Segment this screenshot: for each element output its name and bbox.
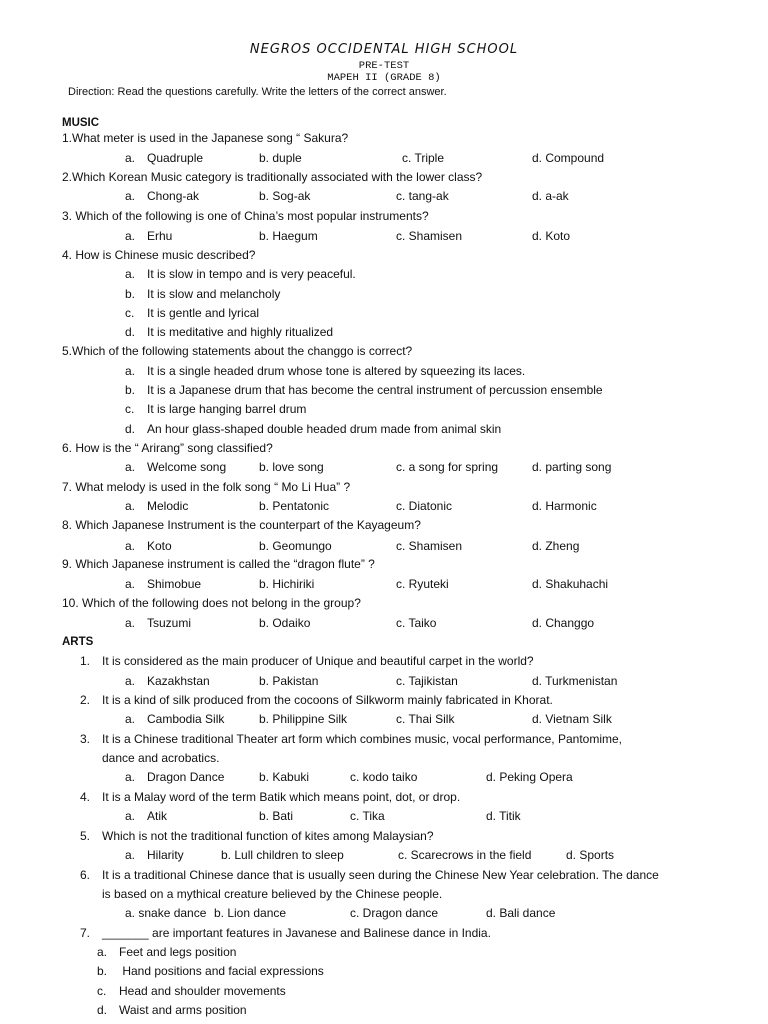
option-text: Waist and arms position — [119, 1003, 247, 1017]
music-q4-c — [125, 306, 259, 320]
option-text: Melodic — [147, 499, 189, 513]
option-text: It is a single headed drum whose tone is altered by squeezing its laces. — [147, 364, 526, 378]
option-text: Cambodia Silk — [147, 712, 225, 726]
music-q3: 3. Which of the following is one of China’s most popular instruments? — [62, 209, 429, 223]
music-q3-c: c. Shamisen — [396, 229, 463, 243]
music-q9-a — [125, 577, 201, 591]
option-letter: a. — [125, 267, 136, 281]
arts-q1-a — [125, 674, 210, 688]
arts-q7-c — [97, 984, 286, 998]
option-text: Chong-ak — [147, 189, 200, 203]
option-text: Shimobue — [147, 577, 202, 591]
option-text: It is meditative and highly ritualized — [147, 325, 334, 339]
question-text: It is a traditional Chinese dance that is usually seen during the Chinese New Year celebration. The dance — [102, 868, 659, 882]
option-text: Hilarity — [147, 848, 184, 862]
music-q6-d: d. parting song — [532, 460, 612, 474]
option-letter: a. — [125, 712, 136, 726]
option-text: Quadruple — [147, 151, 204, 165]
music-q3-d: d. Koto — [532, 229, 571, 243]
music-q1-a — [125, 151, 203, 165]
question-text: It is a Malay word of the term Batik which means point, dot, or drop. — [102, 790, 461, 804]
music-q8: 8. Which Japanese Instrument is the counterpart of the Kayageum? — [62, 518, 421, 532]
option-text: Feet and legs position — [119, 945, 237, 959]
option-letter: a. — [125, 151, 136, 165]
music-q3-a — [125, 229, 172, 243]
arts-q7-b — [97, 964, 324, 978]
question-number: 2. — [80, 693, 91, 707]
arts-q4-c: c. Tika — [350, 809, 385, 823]
arts-q4-b: b. Bati — [259, 809, 294, 823]
option-letter: c. — [125, 306, 135, 320]
arts-q3-continued: dance and acrobatics. — [102, 751, 220, 765]
arts-q1-b: b. Pakistan — [259, 674, 319, 688]
arts-q3-a — [125, 770, 224, 784]
option-letter: a. — [125, 674, 136, 688]
subject-title: MAPEH II (GRADE 8) — [327, 72, 441, 84]
arts-q3-b: b. Kabuki — [259, 770, 310, 784]
option-text: It is slow in tempo and is very peaceful. — [147, 267, 356, 281]
music-q4-d — [125, 325, 333, 339]
music-heading: MUSIC — [62, 117, 100, 129]
arts-q7-d — [97, 1003, 247, 1017]
music-q5-b — [125, 383, 603, 397]
option-text: Dragon Dance — [147, 770, 225, 784]
music-q10-a — [125, 616, 191, 630]
option-letter: a. — [125, 577, 136, 591]
music-q4-a — [125, 267, 356, 281]
option-text: It is large hanging barrel drum — [147, 402, 307, 416]
option-letter: a. — [125, 848, 136, 862]
arts-q3-d: d. Peking Opera — [486, 770, 573, 784]
music-q1-d: d. Compound — [532, 151, 605, 165]
music-q5: 5.Which of the following statements about the changgo is correct? — [62, 344, 413, 358]
music-q5-c — [125, 402, 306, 416]
arts-q7 — [80, 926, 491, 940]
question-number: 3. — [80, 732, 91, 746]
music-q2-c: c. tang-ak — [396, 189, 449, 203]
option-text: Hand positions and facial expressions — [119, 964, 324, 978]
question-number: 5. — [80, 829, 91, 843]
arts-q7-a — [97, 945, 236, 959]
option-letter: d. — [97, 1003, 108, 1017]
arts-q5-c: c. Scarecrows in the field — [398, 848, 532, 862]
music-q2-a — [125, 189, 199, 203]
option-text: Kazakhstan — [147, 674, 210, 688]
option-letter: a. — [125, 770, 136, 784]
music-q1: 1.What meter is used in the Japanese song “ Sakura? — [62, 131, 349, 145]
test-title: PRE-TEST — [358, 60, 410, 72]
question-text: It is considered as the main producer of Unique and beautiful carpet in the world? — [102, 654, 534, 668]
music-q8-c: c. Shamisen — [396, 539, 463, 553]
arts-q5-a — [125, 848, 184, 862]
question-number: 4. — [80, 790, 91, 804]
option-text: It is slow and melancholy — [147, 287, 281, 301]
music-q5-d — [125, 422, 501, 436]
music-q9-d: d. Shakuhachi — [532, 577, 609, 591]
music-q6-b: b. love song — [259, 460, 324, 474]
option-letter: a. — [125, 499, 136, 513]
question-number: 6. — [80, 868, 91, 882]
option-text: Head and shoulder movements — [119, 984, 286, 998]
arts-q6-b: b. Lion dance — [214, 906, 287, 920]
option-letter: a. — [97, 945, 108, 959]
arts-q6-d: d. Bali dance — [486, 906, 556, 920]
music-q8-a — [125, 539, 172, 553]
music-q2-d: d. a-ak — [532, 189, 569, 203]
arts-q5-d: d. Sports — [566, 848, 615, 862]
option-letter: b. — [97, 964, 108, 978]
music-q7-b: b. Pentatonic — [259, 499, 330, 513]
option-letter: d. — [125, 422, 136, 436]
music-q10-c: c. Taiko — [396, 616, 437, 630]
direction-text: Direction: Read the questions carefully. Write the letters of the correct answer. — [68, 86, 447, 98]
arts-q2-c: c. Thai Silk — [396, 712, 455, 726]
arts-q4 — [80, 790, 460, 804]
arts-q2-d: d. Vietnam Silk — [532, 712, 612, 726]
option-text: Atik — [147, 809, 168, 823]
option-text: An hour glass-shaped double headed drum made from animal skin — [147, 422, 502, 436]
arts-q1-d: d. Turkmenistan — [532, 674, 618, 688]
question-text: Which is not the traditional function of kites among Malaysian? — [102, 829, 434, 843]
arts-q4-a — [125, 809, 167, 823]
music-q9-c: c. Ryuteki — [396, 577, 449, 591]
arts-q2-a — [125, 712, 224, 726]
arts-q6-c: c. Dragon dance — [350, 906, 439, 920]
arts-q3-c: c. kodo taiko — [350, 770, 418, 784]
option-text: Erhu — [147, 229, 173, 243]
arts-heading: ARTS — [62, 636, 94, 648]
arts-q6-a: a. snake dance — [125, 906, 207, 920]
music-q8-d: d. Zheng — [532, 539, 580, 553]
music-q10-d: d. Changgo — [532, 616, 595, 630]
arts-q3 — [80, 732, 622, 746]
music-q9-b: b. Hichiriki — [259, 577, 315, 591]
question-text: It is a kind of silk produced from the cocoons of Silkworm mainly fabricated in Khorat. — [102, 693, 553, 707]
music-q1-b: b. duple — [259, 151, 302, 165]
option-text: It is a Japanese drum that has become the central instrument of percussion ensemble — [147, 383, 603, 397]
music-q10: 10. Which of the following does not belong in the group? — [62, 596, 361, 610]
arts-q6-continued: is based on a mythical creature believed by the Chinese people. — [102, 887, 443, 901]
option-letter: a. — [125, 809, 136, 823]
question-number: 7. — [80, 926, 91, 940]
arts-q1 — [80, 654, 534, 668]
music-q2-b: b. Sog-ak — [259, 189, 311, 203]
option-letter: b. — [125, 287, 136, 301]
arts-q2 — [80, 693, 553, 707]
arts-q4-d: d. Titik — [486, 809, 521, 823]
option-letter: a. — [125, 229, 136, 243]
music-q1-c: c. Triple — [402, 151, 445, 165]
music-q7-c: c. Diatonic — [396, 499, 453, 513]
option-letter: a. — [125, 616, 136, 630]
music-q6: 6. How is the “ Arirang” song classified? — [62, 441, 273, 455]
music-q9: 9. Which Japanese instrument is called the “dragon flute” ? — [62, 557, 375, 571]
option-letter: a. — [125, 189, 136, 203]
music-q10-b: b. Odaiko — [259, 616, 311, 630]
option-letter: c. — [125, 402, 135, 416]
arts-q5-b: b. Lull children to sleep — [221, 848, 344, 862]
option-letter: a. — [125, 460, 136, 474]
music-q2: 2.Which Korean Music category is traditionally associated with the lower class? — [62, 170, 483, 184]
music-q4: 4. How is Chinese music described? — [62, 248, 256, 262]
arts-q5 — [80, 829, 434, 843]
option-letter: a. — [125, 539, 136, 553]
option-text: It is gentle and lyrical — [147, 306, 260, 320]
music-q3-b: b. Haegum — [259, 229, 318, 243]
arts-q1-c: c. Tajikistan — [396, 674, 458, 688]
music-q7-d: d. Harmonic — [532, 499, 597, 513]
arts-q6 — [80, 868, 659, 882]
option-text: Tsuzumi — [147, 616, 192, 630]
music-q4-b — [125, 287, 280, 301]
option-letter: a. — [125, 364, 136, 378]
music-q5-a — [125, 364, 525, 378]
music-q8-b: b. Geomungo — [259, 539, 332, 553]
school-name: NEGROS OCCIDENTAL HIGH SCHOOL — [249, 42, 519, 57]
option-letter: c. — [97, 984, 107, 998]
music-q7: 7. What melody is used in the folk song “ Mo Li Hua” ? — [62, 480, 351, 494]
question-text: It is a Chinese traditional Theater art form which combines music, vocal performance, Pantomime, — [102, 732, 622, 746]
option-text: Welcome song — [147, 460, 227, 474]
option-text: Koto — [147, 539, 172, 553]
music-q6-a — [125, 460, 226, 474]
option-letter: b. — [125, 383, 136, 397]
question-text: _______ are important features in Javanese and Balinese dance in India. — [102, 926, 491, 940]
option-letter: d. — [125, 325, 136, 339]
music-q6-c: c. a song for spring — [396, 460, 499, 474]
question-number: 1. — [80, 654, 91, 668]
arts-q2-b: b. Philippine Silk — [259, 712, 348, 726]
music-q7-a — [125, 499, 188, 513]
